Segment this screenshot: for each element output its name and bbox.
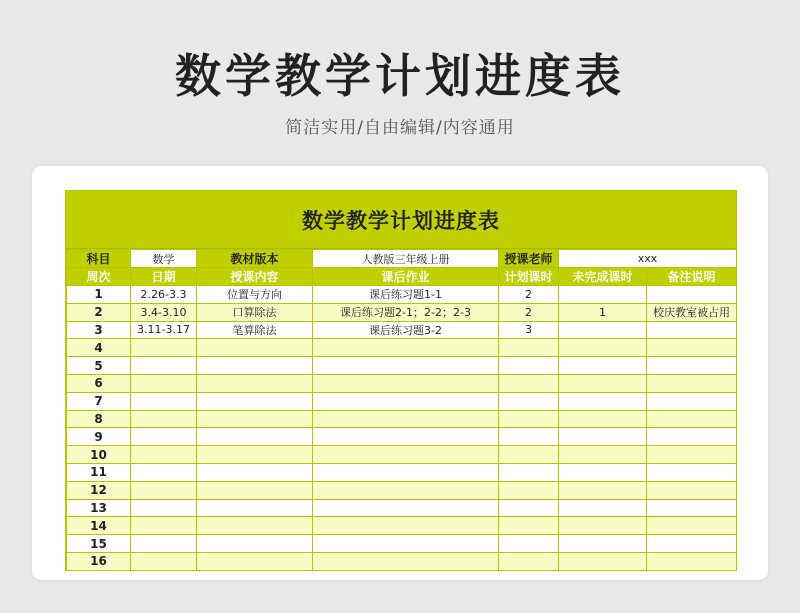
planned-hours-cell[interactable]: 3: [499, 321, 559, 339]
notes-cell[interactable]: [647, 392, 737, 410]
homework-cell[interactable]: [313, 428, 499, 446]
week-cell: 10: [67, 446, 131, 464]
planned-hours-cell[interactable]: 2: [499, 286, 559, 304]
homework-cell[interactable]: [313, 357, 499, 375]
notes-cell[interactable]: [647, 552, 737, 570]
notes-cell[interactable]: [647, 446, 737, 464]
homework-cell[interactable]: 课后练习题3-2: [313, 321, 499, 339]
schedule-table: [66, 249, 737, 571]
notes-cell[interactable]: [647, 286, 737, 304]
week-cell: 7: [67, 392, 131, 410]
homework-cell[interactable]: [313, 339, 499, 357]
week-cell: 5: [67, 357, 131, 375]
unfinished-hours-cell[interactable]: [559, 535, 647, 553]
spreadsheet: [65, 190, 737, 571]
table-row: [67, 446, 737, 464]
col-header-planned-hours: 计划课时: [499, 268, 559, 286]
unfinished-hours-cell[interactable]: [559, 286, 647, 304]
date-cell[interactable]: 3.11-3.17: [131, 321, 197, 339]
homework-cell[interactable]: [313, 410, 499, 428]
table-row: [67, 339, 737, 357]
notes-cell[interactable]: [647, 410, 737, 428]
teacher-label: 授课老师: [499, 250, 559, 268]
unfinished-hours-cell[interactable]: [559, 410, 647, 428]
content-cell[interactable]: [197, 481, 313, 499]
content-cell[interactable]: [197, 499, 313, 517]
subject-label: 科目: [67, 250, 131, 268]
date-cell[interactable]: [131, 339, 197, 357]
table-row: [67, 428, 737, 446]
date-cell[interactable]: [131, 446, 197, 464]
planned-hours-cell[interactable]: [499, 392, 559, 410]
table-row: [67, 552, 737, 570]
week-cell: 1: [67, 286, 131, 304]
table-row: [67, 374, 737, 392]
col-header-week: 周次: [67, 268, 131, 286]
textbook-label: 教材版本: [197, 250, 313, 268]
planned-hours-cell[interactable]: [499, 428, 559, 446]
table-row: [67, 357, 737, 375]
table-row: [67, 499, 737, 517]
notes-cell[interactable]: [647, 517, 737, 535]
notes-cell[interactable]: [647, 535, 737, 553]
notes-cell[interactable]: [647, 321, 737, 339]
table-row: [67, 321, 737, 339]
col-header-date: 日期: [131, 268, 197, 286]
planned-hours-cell[interactable]: [499, 463, 559, 481]
date-cell[interactable]: [131, 374, 197, 392]
planned-hours-cell[interactable]: [499, 517, 559, 535]
planned-hours-cell[interactable]: [499, 339, 559, 357]
notes-cell[interactable]: [647, 428, 737, 446]
sheet-card: [32, 166, 768, 580]
content-cell[interactable]: [197, 517, 313, 535]
homework-cell[interactable]: [313, 517, 499, 535]
date-cell[interactable]: [131, 410, 197, 428]
content-cell[interactable]: 笔算除法: [197, 321, 313, 339]
textbook-value[interactable]: 人教版三年级上册: [313, 250, 499, 268]
unfinished-hours-cell[interactable]: [559, 499, 647, 517]
col-header-content: 授课内容: [197, 268, 313, 286]
week-cell: 4: [67, 339, 131, 357]
planned-hours-cell[interactable]: [499, 552, 559, 570]
date-cell[interactable]: 3.4-3.10: [131, 303, 197, 321]
notes-cell[interactable]: [647, 499, 737, 517]
table-row: [67, 410, 737, 428]
planned-hours-cell[interactable]: [499, 446, 559, 464]
date-cell[interactable]: [131, 499, 197, 517]
date-cell[interactable]: [131, 481, 197, 499]
table-row: [67, 392, 737, 410]
table-row: [67, 303, 737, 321]
homework-cell[interactable]: [313, 535, 499, 553]
content-cell[interactable]: [197, 339, 313, 357]
notes-cell[interactable]: [647, 374, 737, 392]
unfinished-hours-cell[interactable]: [559, 463, 647, 481]
homework-cell[interactable]: [313, 392, 499, 410]
table-row: [67, 481, 737, 499]
unfinished-hours-cell[interactable]: [559, 357, 647, 375]
subject-value[interactable]: 数学: [131, 250, 197, 268]
content-cell[interactable]: [197, 357, 313, 375]
table-row: [67, 463, 737, 481]
content-cell[interactable]: [197, 428, 313, 446]
table-row: [67, 286, 737, 304]
planned-hours-cell[interactable]: [499, 410, 559, 428]
homework-cell[interactable]: 课后练习题2-1；2-2；2-3: [313, 303, 499, 321]
week-cell: 12: [67, 481, 131, 499]
homework-cell[interactable]: [313, 446, 499, 464]
homework-cell[interactable]: [313, 463, 499, 481]
unfinished-hours-cell[interactable]: [559, 517, 647, 535]
content-cell[interactable]: [197, 410, 313, 428]
unfinished-hours-cell[interactable]: [559, 446, 647, 464]
notes-cell[interactable]: [647, 463, 737, 481]
unfinished-hours-cell[interactable]: 1: [559, 303, 647, 321]
unfinished-hours-cell[interactable]: [559, 339, 647, 357]
notes-cell[interactable]: [647, 481, 737, 499]
page-title: 数学教学计划进度表: [175, 49, 625, 103]
header-row: [67, 268, 737, 286]
notes-cell[interactable]: 校庆教室被占用: [647, 303, 737, 321]
content-cell[interactable]: [197, 446, 313, 464]
planned-hours-cell[interactable]: [499, 535, 559, 553]
date-cell[interactable]: [131, 535, 197, 553]
planned-hours-cell[interactable]: [499, 481, 559, 499]
homework-cell[interactable]: [313, 552, 499, 570]
date-cell[interactable]: 2.26-3.3: [131, 286, 197, 304]
teacher-value[interactable]: xxx: [559, 250, 737, 268]
col-header-homework: 课后作业: [313, 268, 499, 286]
week-cell: 3: [67, 321, 131, 339]
homework-cell[interactable]: [313, 481, 499, 499]
col-header-notes: 备注说明: [647, 268, 737, 286]
week-cell: 13: [67, 499, 131, 517]
planned-hours-cell[interactable]: [499, 357, 559, 375]
date-cell[interactable]: [131, 463, 197, 481]
week-cell: 11: [67, 463, 131, 481]
page-subtitle: 简洁实用/自由编辑/内容通用: [285, 118, 515, 138]
date-cell[interactable]: [131, 392, 197, 410]
table-row: [67, 535, 737, 553]
unfinished-hours-cell[interactable]: [559, 392, 647, 410]
unfinished-hours-cell[interactable]: [559, 374, 647, 392]
content-cell[interactable]: [197, 535, 313, 553]
table-row: [67, 517, 737, 535]
week-cell: 16: [67, 552, 131, 570]
date-cell[interactable]: [131, 517, 197, 535]
content-cell[interactable]: [197, 374, 313, 392]
week-cell: 6: [67, 374, 131, 392]
date-cell[interactable]: [131, 428, 197, 446]
homework-cell[interactable]: [313, 499, 499, 517]
week-cell: 14: [67, 517, 131, 535]
unfinished-hours-cell[interactable]: [559, 321, 647, 339]
date-cell[interactable]: [131, 552, 197, 570]
content-cell[interactable]: [197, 392, 313, 410]
content-cell[interactable]: [197, 552, 313, 570]
week-cell: 2: [67, 303, 131, 321]
unfinished-hours-cell[interactable]: [559, 552, 647, 570]
week-cell: 15: [67, 535, 131, 553]
week-cell: 9: [67, 428, 131, 446]
unfinished-hours-cell[interactable]: [559, 481, 647, 499]
sheet-banner-title: 数学教学计划进度表: [66, 191, 736, 249]
notes-cell[interactable]: [647, 339, 737, 357]
week-cell: 8: [67, 410, 131, 428]
homework-cell[interactable]: 课后练习题1-1: [313, 286, 499, 304]
info-row: [67, 250, 737, 268]
date-cell[interactable]: [131, 357, 197, 375]
notes-cell[interactable]: [647, 357, 737, 375]
planned-hours-cell[interactable]: 2: [499, 303, 559, 321]
col-header-unfinished-hours: 未完成课时: [559, 268, 647, 286]
planned-hours-cell[interactable]: [499, 374, 559, 392]
content-cell[interactable]: 口算除法: [197, 303, 313, 321]
unfinished-hours-cell[interactable]: [559, 428, 647, 446]
planned-hours-cell[interactable]: [499, 499, 559, 517]
content-cell[interactable]: [197, 463, 313, 481]
content-cell[interactable]: 位置与方向: [197, 286, 313, 304]
homework-cell[interactable]: [313, 374, 499, 392]
